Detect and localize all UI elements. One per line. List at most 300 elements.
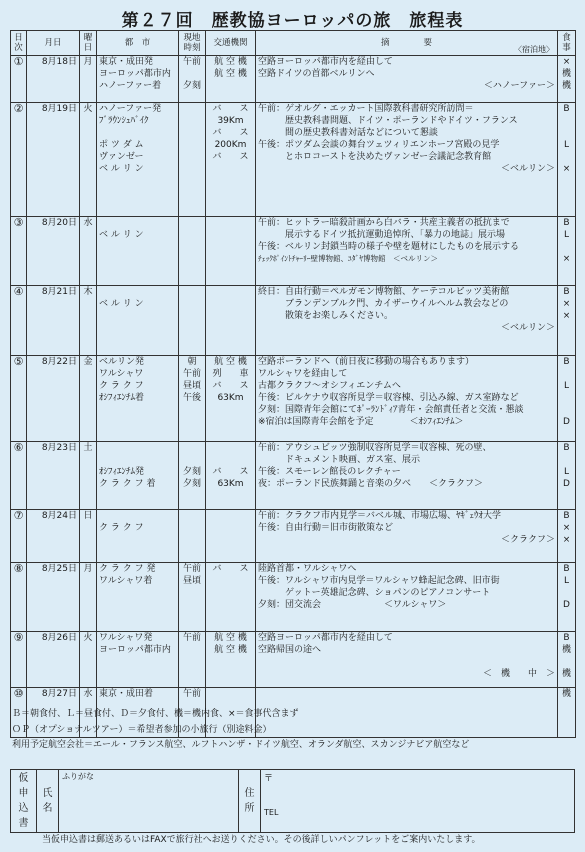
line-trans bbox=[208, 163, 253, 175]
line-meal: × bbox=[562, 523, 571, 533]
line-meal: × bbox=[562, 311, 571, 321]
day-summary bbox=[256, 442, 558, 510]
line-meal: D bbox=[563, 417, 570, 427]
col-date: 月日 bbox=[27, 31, 80, 56]
line-time bbox=[181, 668, 203, 680]
line-meal: B bbox=[563, 357, 570, 367]
day-weekday: 火 bbox=[80, 103, 97, 217]
col-city: 都 市 bbox=[97, 31, 179, 56]
day-weekday: 水 bbox=[80, 217, 97, 286]
day-weekday: 土 bbox=[80, 442, 97, 510]
line-text: 午後：ポツダム会談の舞台ツェツィリエンホーフ宮殿の見学 bbox=[258, 140, 500, 150]
line-time: 昼頃 bbox=[182, 576, 201, 586]
line-trans: 63Km bbox=[217, 479, 244, 489]
line-trans: 航 空 機 bbox=[214, 633, 247, 643]
line-city bbox=[99, 454, 176, 466]
line-text: 空路帰国の途へ bbox=[258, 645, 322, 655]
line-time: 午前 bbox=[182, 369, 201, 379]
line-trans bbox=[208, 599, 253, 611]
name-label: 氏 名 bbox=[37, 770, 59, 833]
line-time bbox=[181, 656, 203, 668]
line-time bbox=[181, 127, 203, 139]
itinerary-day-row bbox=[11, 563, 576, 632]
line-time bbox=[181, 151, 203, 163]
line-trans: 航 空 機 bbox=[214, 357, 247, 367]
day-date: 8月27日 bbox=[27, 688, 80, 738]
day-local-time bbox=[179, 286, 206, 356]
line-text bbox=[258, 688, 555, 700]
line-city bbox=[99, 599, 176, 611]
day-summary bbox=[256, 103, 558, 217]
day-number: ⑤ bbox=[11, 356, 27, 442]
line-city: ベルリン発 bbox=[99, 357, 145, 367]
line-meal: B bbox=[563, 287, 570, 297]
day-weekday: 月 bbox=[80, 56, 97, 103]
day-local-time bbox=[179, 442, 206, 510]
day-number: ③ bbox=[11, 217, 27, 286]
line-meal: 機 bbox=[561, 81, 571, 91]
line-city: 東京・成田発 bbox=[99, 57, 154, 67]
day-local-time bbox=[179, 217, 206, 286]
lodging-header: 〈宿泊地〉 bbox=[514, 45, 554, 54]
col-local-time: 現地時刻 bbox=[179, 31, 206, 56]
line-time bbox=[181, 416, 203, 428]
col-transport: 交通機関 bbox=[206, 31, 256, 56]
line-time bbox=[181, 241, 203, 253]
itinerary-day-row bbox=[11, 217, 576, 286]
meal-legend: Ｂ＝朝食付、Ｌ＝昼食付、Ｄ＝夕食付、機＝機内食、×＝食事代含まず bbox=[12, 709, 299, 719]
day-weekday: 木 bbox=[80, 286, 97, 356]
line-time: 午前 bbox=[182, 689, 201, 699]
day-meals bbox=[558, 688, 576, 738]
line-trans bbox=[208, 534, 253, 546]
day-transport bbox=[206, 217, 256, 286]
day-city bbox=[97, 356, 179, 442]
line-trans: 200Km bbox=[214, 140, 247, 150]
day-city bbox=[97, 286, 179, 356]
line-meal bbox=[560, 587, 573, 599]
line-meal: 機 bbox=[561, 69, 571, 79]
line-text: 午後：自由行動＝旧市街散策など bbox=[258, 523, 394, 533]
line-city bbox=[99, 322, 176, 334]
line-meal bbox=[560, 712, 573, 724]
itinerary-day-row bbox=[11, 356, 576, 442]
line-time bbox=[181, 298, 203, 310]
line-text: ゲットー英雄記念碑、ショパンのピアノコンサート bbox=[258, 588, 491, 598]
day-city bbox=[97, 103, 179, 217]
line-city: ヴァンゼー bbox=[99, 152, 144, 162]
line-text: ＜ 機 中 ＞ bbox=[482, 669, 555, 679]
address-label: 住 所 bbox=[239, 770, 261, 833]
line-city: ｵｼﾌｨｴﾝﾁﾑ発 bbox=[99, 467, 145, 477]
line-trans: 39Km bbox=[217, 116, 244, 126]
line-text: ＜ベルリン＞ bbox=[500, 323, 555, 333]
line-trans: 航 空 機 bbox=[214, 69, 247, 79]
line-text: 午後：ベルリン封鎖当時の様子や壁を題材にしたものを展示する bbox=[258, 242, 520, 252]
day-transport bbox=[206, 286, 256, 356]
day-city bbox=[97, 510, 179, 563]
day-weekday: 火 bbox=[80, 632, 97, 688]
line-city: ク ラ ク フ bbox=[99, 381, 144, 391]
day-summary bbox=[256, 217, 558, 286]
line-time bbox=[181, 217, 203, 229]
line-time bbox=[181, 310, 203, 322]
itinerary-table bbox=[10, 30, 576, 738]
line-trans bbox=[208, 668, 253, 680]
line-meal: × bbox=[562, 299, 571, 309]
line-trans bbox=[208, 510, 253, 522]
line-meal: D bbox=[563, 600, 570, 610]
day-date: 8月20日 bbox=[27, 217, 80, 286]
line-trans: バ ス bbox=[212, 128, 249, 138]
day-meals bbox=[558, 56, 576, 103]
line-trans bbox=[208, 416, 253, 428]
itinerary-day-row bbox=[11, 103, 576, 217]
line-city: ワルシャワ発 bbox=[99, 633, 153, 643]
day-weekday: 日 bbox=[80, 510, 97, 563]
tel-label: TEL bbox=[264, 808, 279, 817]
day-local-time bbox=[179, 632, 206, 688]
day-summary bbox=[256, 286, 558, 356]
day-weekday: 金 bbox=[80, 356, 97, 442]
day-number: ② bbox=[11, 103, 27, 217]
line-trans bbox=[208, 522, 253, 534]
summary-header: 摘 要 bbox=[380, 38, 432, 48]
day-city bbox=[97, 632, 179, 688]
line-text: ＜ベルリン＞ bbox=[500, 164, 555, 174]
day-transport bbox=[206, 632, 256, 688]
line-text: 午前：クラクフ市内見学＝バベル城、市場広場、ﾔｷﾞｪｳｵ大学 bbox=[258, 511, 502, 521]
line-city bbox=[99, 127, 176, 139]
line-time bbox=[181, 322, 203, 334]
line-city bbox=[99, 286, 176, 298]
line-text: 間の歴史教科書対話などについて懇談 bbox=[258, 128, 438, 138]
day-local-time bbox=[179, 510, 206, 563]
line-time bbox=[181, 229, 203, 241]
line-city: ワルシャワ着 bbox=[99, 576, 153, 586]
day-number: ⑦ bbox=[11, 510, 27, 563]
day-number: ⑥ bbox=[11, 442, 27, 510]
line-city bbox=[99, 217, 176, 229]
line-trans bbox=[208, 404, 253, 416]
line-meal bbox=[560, 115, 573, 127]
line-meal: B bbox=[563, 633, 570, 643]
line-city bbox=[99, 656, 176, 668]
line-text: 展示するドイツ抵抗運動追悼所、「暴力の地誌」展示場 bbox=[258, 230, 506, 240]
line-time bbox=[181, 442, 203, 454]
line-city: ハノーファー発 bbox=[99, 104, 162, 114]
day-transport bbox=[206, 563, 256, 632]
day-local-time bbox=[179, 356, 206, 442]
line-time bbox=[181, 103, 203, 115]
line-city bbox=[99, 442, 176, 454]
line-city: ク ラ ク フ bbox=[99, 523, 144, 533]
line-trans bbox=[208, 80, 253, 92]
day-date: 8月22日 bbox=[27, 356, 80, 442]
line-trans bbox=[208, 322, 253, 334]
day-meals bbox=[558, 632, 576, 688]
line-trans: 航 空 機 bbox=[214, 57, 247, 67]
itinerary-day-row bbox=[11, 510, 576, 563]
line-time: 午前 bbox=[182, 633, 201, 643]
day-transport bbox=[206, 103, 256, 217]
legend-notes bbox=[12, 707, 469, 754]
furigana-label: ふりがな bbox=[62, 772, 94, 781]
day-number: ⑨ bbox=[11, 632, 27, 688]
day-number: ⑧ bbox=[11, 563, 27, 632]
day-summary bbox=[256, 56, 558, 103]
name-field[interactable] bbox=[59, 770, 239, 833]
day-local-time bbox=[179, 56, 206, 103]
postal-mark: 〒 bbox=[264, 774, 274, 784]
line-meal: B bbox=[563, 218, 570, 228]
line-time bbox=[181, 587, 203, 599]
line-text: 午後：ビルケナウ収容所見学＝収容棟、引込み線、ガス室跡など bbox=[258, 393, 519, 403]
line-time bbox=[181, 454, 203, 466]
line-meal bbox=[560, 368, 573, 380]
line-trans bbox=[208, 454, 253, 466]
line-time bbox=[181, 253, 203, 265]
day-transport bbox=[206, 510, 256, 563]
line-trans bbox=[208, 587, 253, 599]
line-trans: 63Km bbox=[217, 393, 244, 403]
line-meal: D bbox=[563, 479, 570, 489]
line-trans bbox=[208, 241, 253, 253]
line-meal: L bbox=[563, 381, 569, 391]
line-city: ｵｼﾌｨｴﾝﾁﾑ着 bbox=[99, 393, 145, 403]
day-date: 8月25日 bbox=[27, 563, 80, 632]
line-trans: 列 車 bbox=[212, 369, 249, 379]
day-meals bbox=[558, 286, 576, 356]
line-city: ポ ツ ダ ム bbox=[99, 140, 144, 150]
col-summary bbox=[256, 31, 558, 56]
day-city bbox=[97, 56, 179, 103]
line-time: 夕刻 bbox=[182, 479, 201, 489]
line-trans bbox=[208, 298, 253, 310]
line-city: 東京・成田着 bbox=[99, 689, 154, 699]
day-meals bbox=[558, 563, 576, 632]
line-meal: × bbox=[562, 535, 571, 545]
line-time: 午前 bbox=[182, 57, 201, 67]
line-trans bbox=[208, 217, 253, 229]
line-trans bbox=[208, 688, 253, 700]
line-text: 陸路首都・ワルシャワへ bbox=[258, 564, 357, 574]
line-city bbox=[99, 534, 176, 546]
line-city: ヨーロッパ都市内 bbox=[99, 69, 171, 79]
line-trans bbox=[208, 656, 253, 668]
line-meal: × bbox=[562, 254, 571, 264]
airline-note: 利用予定航空会社＝エール・フランス航空、ルフトハンザ・ドイツ航空、オランダ航空、スカンジナビア航空など bbox=[12, 740, 470, 750]
line-text: 夕刻：国際青年会館にてﾎﾟｰﾗﾝﾄﾞｨｱ青年・会館責任者と交流・懇談 bbox=[258, 405, 524, 415]
day-city bbox=[97, 563, 179, 632]
line-meal: 機 bbox=[561, 669, 571, 679]
application-label: 仮 申 込 書 bbox=[11, 770, 37, 833]
line-meal bbox=[560, 127, 573, 139]
line-city: ベ ル リ ン bbox=[99, 164, 144, 174]
day-transport bbox=[206, 442, 256, 510]
line-trans: 航 空 機 bbox=[214, 645, 247, 655]
line-time bbox=[181, 510, 203, 522]
day-summary bbox=[256, 356, 558, 442]
line-text bbox=[258, 656, 555, 668]
line-trans bbox=[208, 310, 253, 322]
line-text: ドキュメント映画、ガス室、展示 bbox=[258, 455, 421, 465]
line-meal bbox=[560, 322, 573, 334]
line-city bbox=[99, 241, 176, 253]
line-text: とホロコーストを決めたヴァンゼー会議記念教育館 bbox=[258, 152, 492, 162]
line-city bbox=[99, 510, 176, 522]
line-trans bbox=[208, 253, 253, 265]
line-time bbox=[181, 534, 203, 546]
application-form bbox=[10, 769, 575, 833]
col-weekday: 曜日 bbox=[80, 31, 97, 56]
line-time bbox=[181, 115, 203, 127]
line-time bbox=[181, 139, 203, 151]
line-text: ※宿泊は国際青年会館を予定 ＜ｵｼﾌｨｴﾝﾁﾑ＞ bbox=[258, 417, 464, 427]
day-meals bbox=[558, 217, 576, 286]
line-time bbox=[181, 68, 203, 80]
line-time: 夕刻 bbox=[182, 467, 201, 477]
line-meal bbox=[560, 392, 573, 404]
day-city bbox=[97, 217, 179, 286]
line-time: 夕刻 bbox=[182, 81, 201, 91]
line-trans: バ ス bbox=[212, 381, 249, 391]
address-field[interactable] bbox=[261, 770, 575, 833]
line-text: ＜ハノーファー＞ bbox=[483, 81, 555, 91]
line-text: 午後：ワルシャワ市内見学＝ワルシャワ蜂起記念碑、旧市街 bbox=[258, 576, 500, 586]
line-meal bbox=[560, 404, 573, 416]
day-summary bbox=[256, 563, 558, 632]
line-meal bbox=[560, 241, 573, 253]
day-date: 8月23日 bbox=[27, 442, 80, 510]
line-city: ワルシャワ bbox=[99, 369, 144, 379]
line-trans: バ ス bbox=[212, 467, 249, 477]
line-city: ベ ル リ ン bbox=[99, 299, 144, 309]
line-text: ＜クラクフ＞ bbox=[500, 535, 555, 545]
line-time: 昼頃 bbox=[182, 381, 201, 391]
line-meal: × bbox=[562, 164, 571, 174]
line-text: 午後：スモーレン館長のレクチャー bbox=[258, 467, 401, 477]
line-time bbox=[181, 599, 203, 611]
col-day-number: 日次 bbox=[11, 31, 27, 56]
day-transport bbox=[206, 56, 256, 103]
footer-note: 当仮申込書は郵送あるいはFAXで旅行社へお送りください。その後詳しいパンフレットをご案内いたします。 bbox=[42, 835, 481, 845]
line-city bbox=[99, 416, 176, 428]
day-weekday: 水 bbox=[80, 688, 97, 738]
line-text: 散策をお楽しみください。 bbox=[258, 311, 394, 321]
day-number: ① bbox=[11, 56, 27, 103]
line-text: 終日：自由行動＝ペルガモン博物館、ケーテコルビッツ美術館 bbox=[258, 287, 510, 297]
line-time: 午前 bbox=[182, 564, 201, 574]
line-trans bbox=[208, 575, 253, 587]
day-date: 8月19日 bbox=[27, 103, 80, 217]
day-local-time bbox=[179, 563, 206, 632]
day-summary bbox=[256, 632, 558, 688]
line-text: 空路ドイツの首都ベルリンへ bbox=[258, 69, 375, 79]
day-meals bbox=[558, 356, 576, 442]
day-date: 8月26日 bbox=[27, 632, 80, 688]
line-time: 午後 bbox=[182, 393, 201, 403]
line-meal: 機 bbox=[561, 645, 571, 655]
page-title: 第２７回 歴教協ヨーロッパの旅 旅程表 bbox=[121, 11, 464, 31]
itinerary-day-row bbox=[11, 632, 576, 688]
line-text: 歴史教科書問題、ドイツ・ポーランドやドイツ・フランス bbox=[258, 116, 518, 126]
day-date: 8月18日 bbox=[27, 56, 80, 103]
line-text: ﾁｪｯｸﾎﾟｲﾝﾄﾁｬｰﾘｰ壁博物館、ﾕﾀﾞﾔ博物館 ＜ベルリン＞ bbox=[258, 254, 438, 263]
line-meal bbox=[560, 151, 573, 163]
itinerary-day-row bbox=[11, 286, 576, 356]
line-text: ワルシャワを経由して bbox=[258, 369, 348, 379]
line-meal: 機 bbox=[561, 689, 571, 699]
day-transport bbox=[206, 356, 256, 442]
line-time bbox=[181, 286, 203, 298]
day-date: 8月21日 bbox=[27, 286, 80, 356]
line-trans bbox=[208, 442, 253, 454]
line-text: 空路ポーランドへ（前日夜に移動の場合もあります） bbox=[258, 357, 475, 367]
line-city: ﾌﾞﾗｳﾝｼｭﾊﾞｲｸ bbox=[99, 116, 149, 126]
itinerary-day-row bbox=[11, 442, 576, 510]
line-time bbox=[181, 404, 203, 416]
line-time bbox=[181, 644, 203, 656]
line-text: 夜：ポーランド民族舞踊と音楽の夕べ ＜クラクフ＞ bbox=[258, 479, 484, 489]
line-city bbox=[99, 310, 176, 322]
line-time bbox=[181, 163, 203, 175]
line-meal: B bbox=[563, 104, 570, 114]
line-city: ク ラ ク フ 発 bbox=[99, 564, 156, 574]
line-meal: L bbox=[563, 230, 569, 240]
line-meal bbox=[560, 454, 573, 466]
line-trans: バ ス bbox=[212, 564, 249, 574]
line-city bbox=[99, 404, 176, 416]
line-meal bbox=[560, 700, 573, 712]
line-city: ク ラ ク フ 着 bbox=[99, 479, 156, 489]
line-city: ヨーロッパ都市内 bbox=[99, 645, 171, 655]
col-meals: 食事 bbox=[558, 31, 576, 56]
day-summary bbox=[256, 510, 558, 563]
line-city: ハノーファー着 bbox=[99, 81, 162, 91]
day-date: 8月24日 bbox=[27, 510, 80, 563]
line-text: ブランデンブルク門、カイザーウイルヘルム教会などの bbox=[258, 299, 509, 309]
line-text: 午前：ヒットラー暗殺計画から白バラ・共産主義者の抵抗まで bbox=[258, 218, 510, 228]
line-meal: B bbox=[563, 564, 570, 574]
line-meal: × bbox=[562, 57, 571, 67]
day-local-time bbox=[179, 103, 206, 217]
line-text: 古都クラクフ～オシフィエンチムへ bbox=[258, 381, 401, 391]
line-meal: B bbox=[563, 511, 570, 521]
line-meal: L bbox=[563, 467, 569, 477]
line-trans bbox=[208, 286, 253, 298]
line-trans: バ ス bbox=[212, 152, 249, 162]
line-text: 午前：ゲオルグ・エッカート国際教科書研究所訪問＝ bbox=[258, 104, 474, 114]
header-row bbox=[11, 31, 576, 56]
day-meals bbox=[558, 103, 576, 217]
line-city bbox=[99, 668, 176, 680]
line-trans bbox=[208, 229, 253, 241]
line-meal: L bbox=[563, 140, 569, 150]
itinerary-day-row bbox=[11, 56, 576, 103]
line-city bbox=[99, 253, 176, 265]
line-text: 夕刻：団交流会 ＜ワルシャワ＞ bbox=[258, 600, 447, 610]
line-meal bbox=[560, 656, 573, 668]
line-meal: L bbox=[563, 576, 569, 586]
optional-tour-note: ＯＰ（オプショナルツアー）＝希望者参加の小旅行（別途料金） bbox=[12, 724, 272, 735]
day-city bbox=[97, 442, 179, 510]
day-meals bbox=[558, 442, 576, 510]
day-meals bbox=[558, 510, 576, 563]
line-city bbox=[99, 587, 176, 599]
day-number: ⑩ bbox=[11, 688, 27, 738]
line-text: 空路ヨーロッパ都市内を経由して bbox=[258, 57, 393, 67]
